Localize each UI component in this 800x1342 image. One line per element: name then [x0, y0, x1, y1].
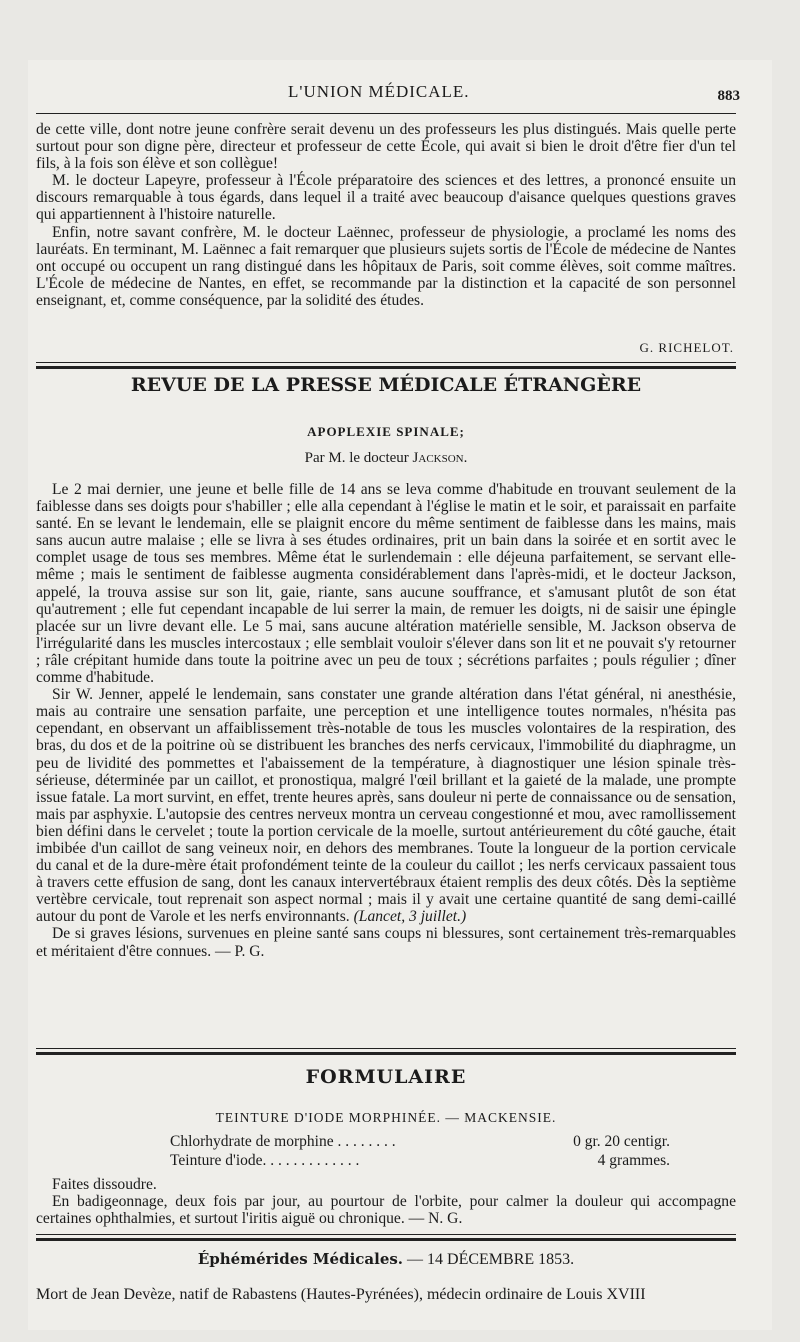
page-number: 883 — [717, 88, 740, 104]
ephemerides-date: — 14 DÉCEMBRE 1853. — [407, 1251, 575, 1268]
ingredient-row — [170, 1132, 670, 1151]
revue-section-title: REVUE DE LA PRESSE MÉDICALE ÉTRANGÈRE — [130, 374, 642, 396]
revue-text — [36, 481, 736, 960]
article-author — [36, 450, 736, 467]
formulaire-text — [36, 1176, 736, 1227]
intro-text — [36, 121, 736, 309]
recipe-usage: En badigeonnage, deux fois par jour, au pourtour de l'orbite, pour calmer la douleur qui accompagne certaines ophthalmies, et surtout l'iritis aiguë ou chronique. — N. G. — [36, 1193, 736, 1228]
ephemerides-label: Éphémérides Médicales. — [197, 1250, 404, 1268]
header-rule — [36, 113, 736, 114]
revue-paragraph-2-text: Sir W. Jenner, appelé le lendemain, sans constater une grande altération dans l'état général, ni anesthésie, mais au contraire une sensation parfaite, une perception et une intelligence toutes normales, n'hésita pas cependant, en observant un affaiblissement très-notable de tous les muscles volontaires de la respiration, des bras, du dos et de la poitrine où se distribuent les branches des nerfs cervicaux, l'immobilité du diaphragme, un peu de lividité des pommettes et l'abaissement de la température, à diagnostiquer une lésion spinale très-sérieuse, déterminée par un caillot, et pronostiqua, malgré l'œil brillant et la gaieté de la malade, une prompte issue fatale. La mort survint, en effet, trente heures après, sans douleur ni perte de connaissance ou de sensation, mais par asphyxie. L'autopsie des centres nerveux montra un cerveau congestionné et mou, avec ramollissement bien défini dans le cervelet ; toute la portion cervicale de la moelle, surtout antérieurement du côté gauche, était imbibée d'un caillot de sang veineux noir, en dehors des membranes. Toute la longueur de la portion cervicale du canal et de la dure-mère était profondément teinte de la couleur du caillot ; les nerfs cervicaux passaient tous à travers cette effusion de sang, dont les canaux intervertébraux étaient remplis des deux côtés. Dès la septième vertèbre cervicale, tout reprenait son aspect normal ; mais il y avait une certaine quantité de sang demi-caillé autour du pont de Varole et les nerfs environnants. — [36, 686, 736, 926]
recipe-instruction: Faites dissoudre. — [52, 1176, 157, 1193]
revue-source: (Lancet, 3 juillet.) — [353, 908, 467, 926]
ephemerides-heading — [36, 1250, 736, 1269]
section-rule-top-1 — [36, 362, 736, 363]
ingredient-name: Chlorhydrate de morphine . . . . . . . . — [170, 1133, 396, 1150]
author-prefix: Par M. le docteur — [304, 450, 413, 466]
running-title: L'UNION MÉDICALE. — [288, 82, 470, 101]
ingredient-row — [170, 1151, 670, 1170]
intro-paragraph-1: de cette ville, dont notre jeune confrère serait devenu un des professeurs les plus distingués. Mais quelle perte surtout pour son digne père, directeur et professeur de cette École, qui avait si bien le droit d'être fier d'un tel fils, à la fois son élève et son collègue! — [36, 121, 736, 173]
author-name: Jackson. — [412, 450, 468, 466]
signature: G. RICHELOT. — [639, 340, 734, 355]
ephemerides-rule-1 — [36, 1234, 736, 1235]
page-header — [40, 82, 740, 108]
ephemerides-text: Mort de Jean Devèze, natif de Rabastens (Hautes-Pyrénées), médecin ordinaire de Louis XVIII — [36, 1286, 646, 1303]
section-rule-top-2 — [36, 366, 736, 369]
ingredient-name: Teinture d'iode. . . . . . . . . . . . . — [170, 1152, 360, 1169]
revue-paragraph-1: Le 2 mai dernier, une jeune et belle fille de 14 ans se leva comme d'habitude en trouvant seulement de la faiblesse dans ses doigts pour s'habiller ; elle alla cependant à l'église le matin et le soir, et paraissait en parfaite santé. En se levant le lendemain, elle se plaignit encore du même sentiment de faiblesse dans les mains, mais sans aucun autre malaise ; elle se livra à ses études ordinaires, prit un bain dans la soirée et en sortit avec le complet usage de tous ses membres. Même état le surlendemain : elle déjeuna parfaitement, se servant elle-même ; mais le sentiment de faiblesse augmenta considérablement dans l'après-midi, et le docteur Jackson, appelé, la trouva assise sur son lit, gaie, riante, sans aucune souffrance, et s'amusant plutôt de son état qu'autrement ; elle fut cependant incapable de lui serrer la main, de remuer les doigts, ni de saisir une épingle placée sur un livre devant elle. Le 5 mai, sans aucune altération matérielle sensible, M. Jackson observa de l'irrégularité dans les muscles intercostaux ; elle semblait vouloir s'élever dans son lit et ne pouvait s'y retourner ; râle crépitant humide dans toute la poitrine avec un peu de toux ; sécrétions parfaites ; pouls régulier ; dîner comme d'habitude. — [36, 481, 736, 687]
formulaire-section-title: FORMULAIRE — [305, 1066, 467, 1088]
revue-paragraph-3: De si graves lésions, survenues en pleine santé sans coups ni blessures, sont certainement très-remarquables et méritaient d'être connues. — P. G. — [36, 925, 736, 960]
intro-paragraph-3: Enfin, notre savant confrère, M. le docteur Laënnec, professeur de physiologie, a proclamé les noms des lauréats. En terminant, M. Laënnec a fait remarquer que plusieurs sujets sortis de l'École de médecine de Nantes ont occupé ou occupent un rang distingué dans les hôpitaux de Paris, soit comme élèves, soit comme maîtres. L'École de médecine de Nantes, en effet, se recommande par la distinction et la capacité de son personnel enseignant, et, comme conséquence, par la solidité des études. — [36, 223, 736, 309]
revue-paragraph-2 — [36, 686, 736, 925]
formulaire-rule-2 — [36, 1052, 736, 1055]
ephemerides-rule-2 — [36, 1238, 736, 1241]
ingredient-quantity: 4 grammes. — [597, 1152, 670, 1169]
formulaire-rule-1 — [36, 1048, 736, 1049]
recipe-title: TEINTURE D'IODE MORPHINÉE. — MACKENSIE. — [215, 1110, 557, 1125]
ingredient-list — [170, 1132, 670, 1170]
article-title: APOPLEXIE SPINALE; — [307, 424, 465, 439]
intro-paragraph-2: M. le docteur Lapeyre, professeur à l'École préparatoire des sciences et des lettres, a prononcé ensuite un discours remarquable à tous égards, dans lequel il a traité avec beaucoup d'aisance quelques questions graves qui appartiennent à l'histoire naturelle. — [36, 172, 736, 224]
ingredient-quantity: 0 gr. 20 centigr. — [573, 1133, 670, 1150]
